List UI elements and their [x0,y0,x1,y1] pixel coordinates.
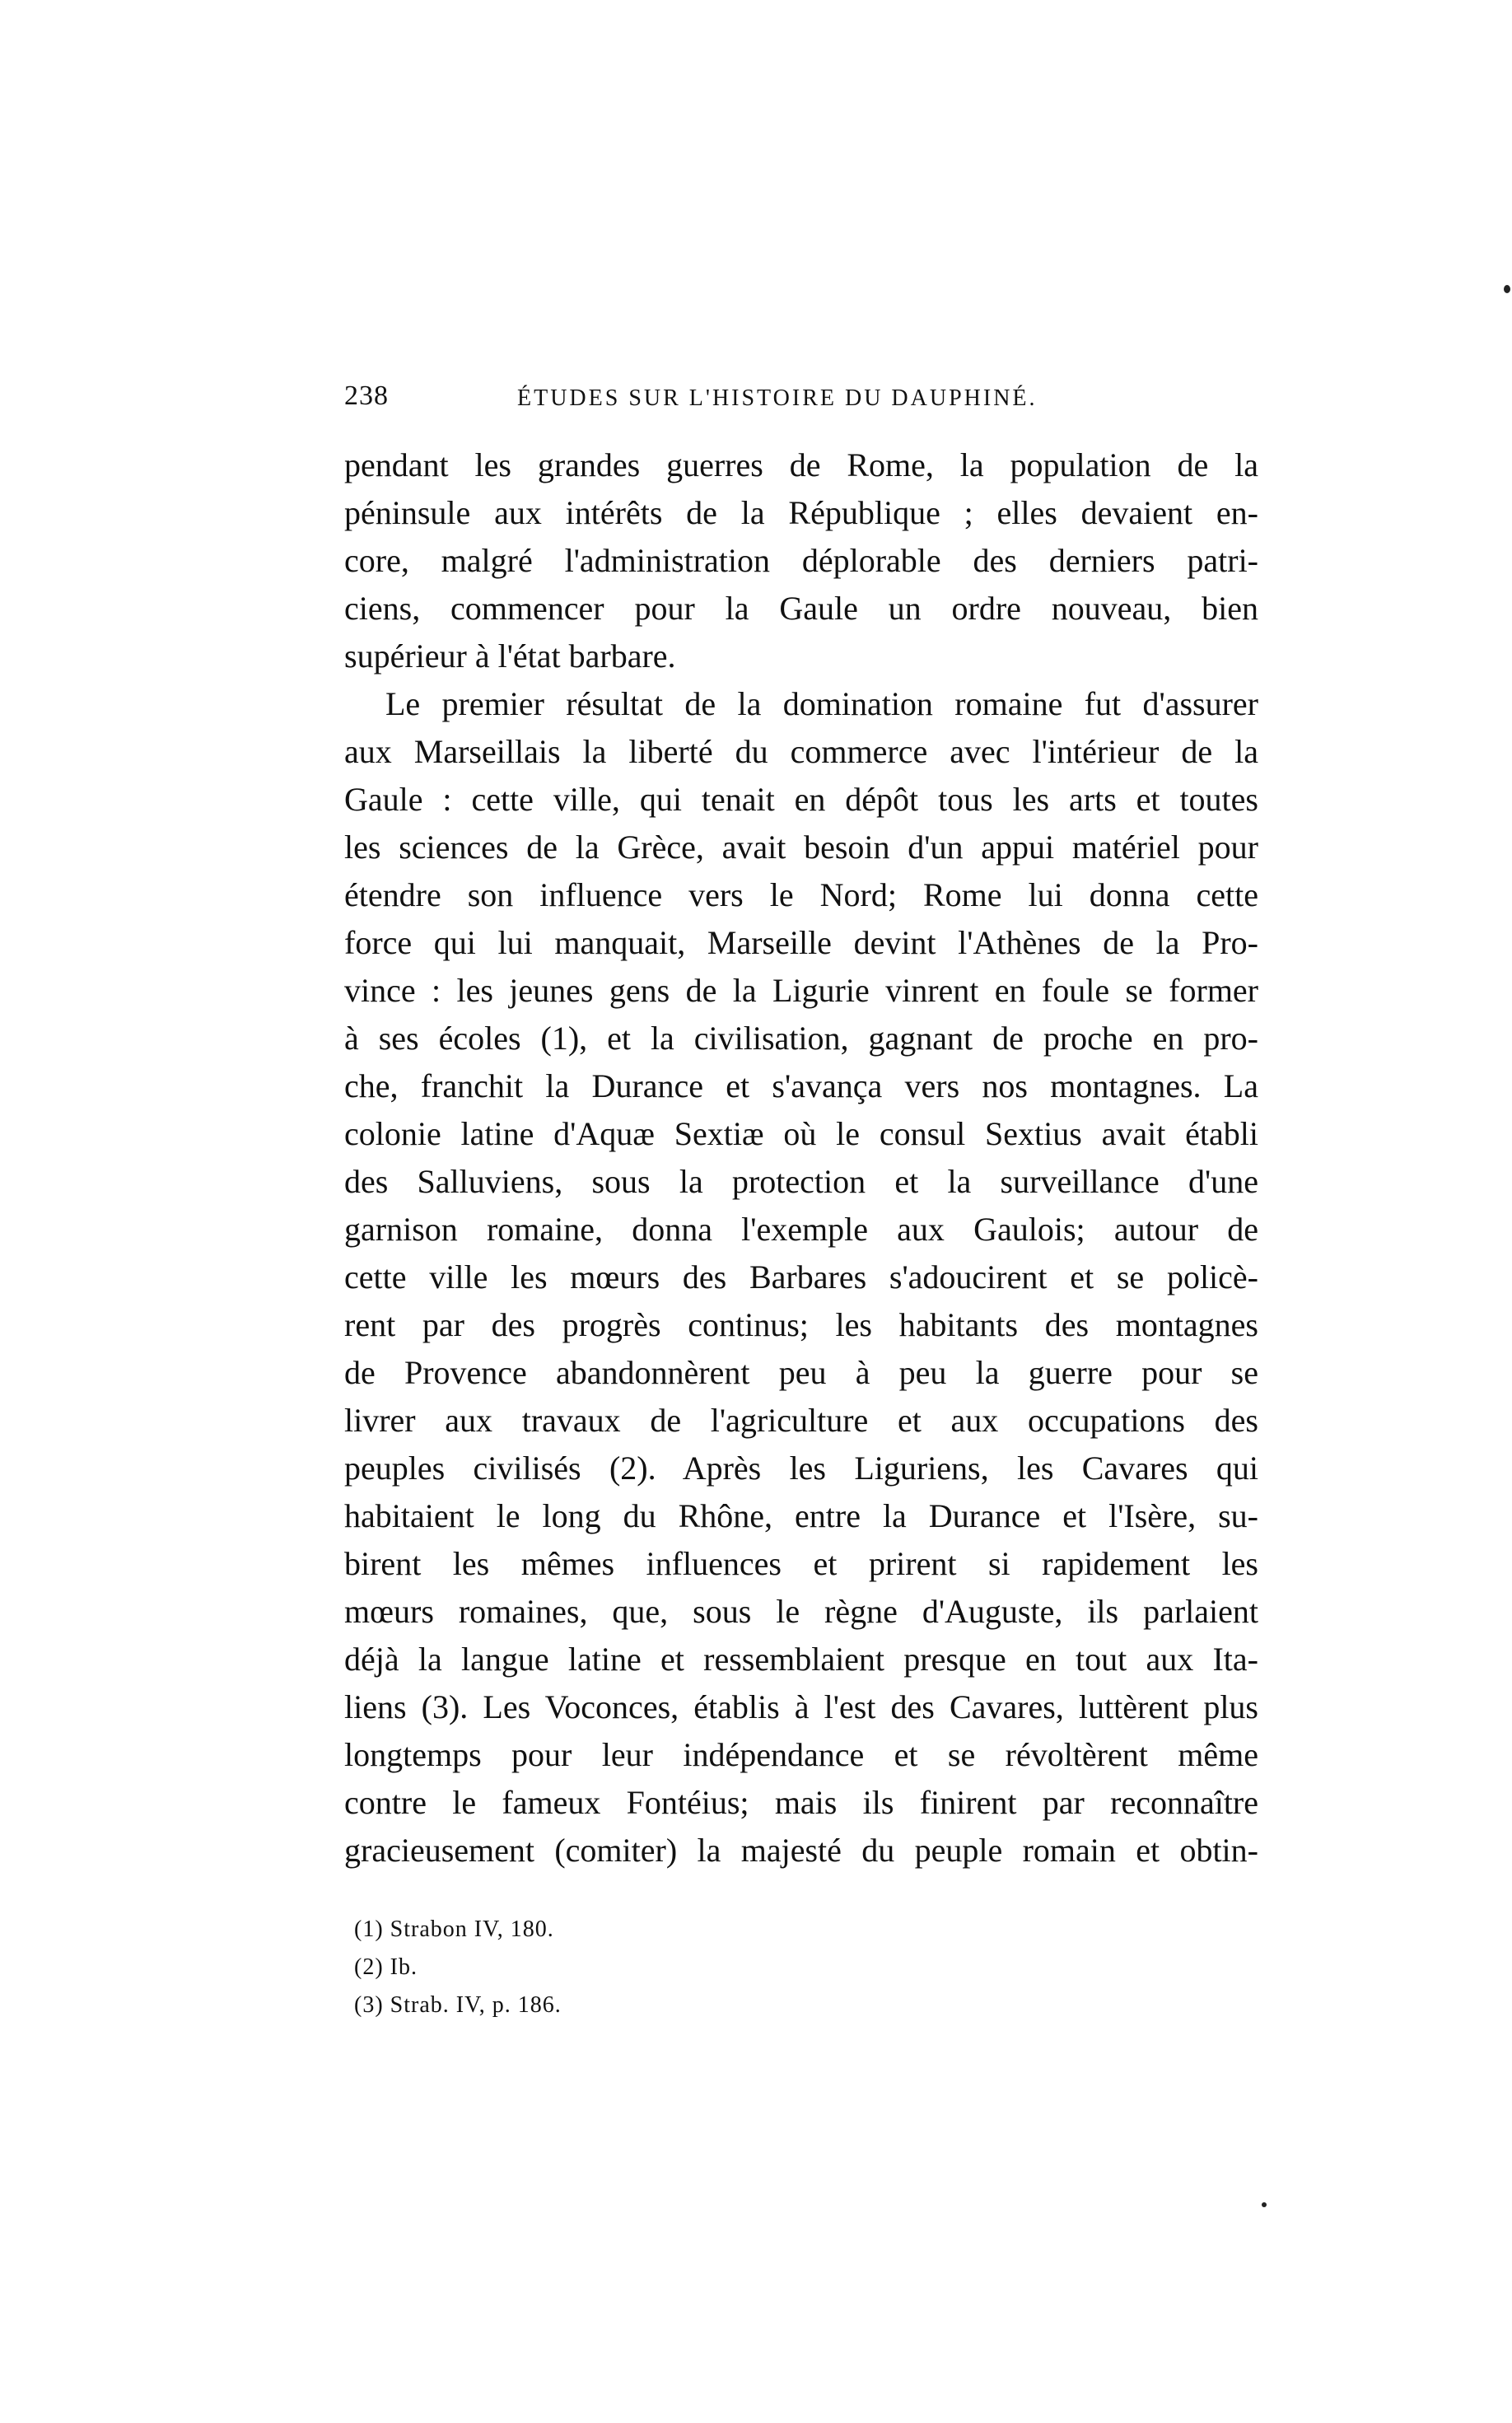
text-line: garnison romaine, donna l'exemple aux Gaulois; autour de [344,1211,1258,1248]
text-line: vince : les jeunes gens de la Ligurie vinrent en foule se former [344,972,1258,1009]
text-line: les sciences de la Grèce, avait besoin d'un appui matériel pour [344,829,1258,866]
text-line: rent par des progrès continus; les habitants des montagnes [344,1306,1258,1343]
text-line: péninsule aux intérêts de la République ; elles devaient en- [344,494,1258,531]
body-text [344,441,1258,1874]
scan-speck [1262,2202,1267,2207]
text-line: à ses écoles (1), et la civilisation, gagnant de proche en pro- [344,1020,1258,1057]
text-line: ciens, commencer pour la Gaule un ordre nouveau, bien [344,590,1258,627]
text-line: déjà la langue latine et ressemblaient presque en tout aux Ita- [344,1641,1258,1678]
text-line: longtemps pour leur indépendance et se révoltèrent même [344,1736,1258,1773]
footnotes [354,1911,1013,2024]
text-line: mœurs romaines, que, sous le règne d'Auguste, ils parlaient [344,1593,1258,1630]
text-line: étendre son influence vers le Nord; Rome lui donna cette [344,876,1258,913]
text-line: peuples civilisés (2). Après les Liguriens, les Cavares qui [344,1450,1258,1487]
scan-speck [1504,285,1510,293]
text-line: gracieusement (comiter) la majesté du peuple romain et obtin- [344,1832,1258,1869]
text-line: supérieur à l'état barbare. [344,637,676,675]
running-title: ÉTUDES SUR L'HISTOIRE DU DAUPHINÉ. [517,385,1038,411]
text-line: core, malgré l'administration déplorable des derniers patri- [344,542,1258,579]
text-line: des Salluviens, sous la protection et la surveillance d'une [344,1163,1258,1200]
text-line: habitaient le long du Rhône, entre la Durance et l'Isère, su- [344,1497,1258,1534]
text-line: pendant les grandes guerres de Rome, la population de la [344,446,1258,483]
text-line: che, franchit la Durance et s'avança vers nos montagnes. La [344,1067,1258,1104]
text-line: contre le fameux Fontéius; mais ils finirent par reconnaître [344,1784,1258,1821]
page-header [344,380,1258,427]
text-line: Gaule : cette ville, qui tenait en dépôt tous les arts et toutes [344,781,1258,818]
text-line: liens (3). Les Voconces, établis à l'est des Cavares, luttèrent plus [344,1688,1258,1725]
page-number: 238 [344,380,389,411]
text-line: Le premier résultat de la domination romaine fut d'assurer [385,685,1258,722]
text-line: livrer aux travaux de l'agriculture et aux occupations des [344,1402,1258,1439]
text-line: aux Marseillais la liberté du commerce avec l'intérieur de la [344,733,1258,770]
text-line: de Provence abandonnèrent peu à peu la guerre pour se [344,1354,1258,1391]
text-line: birent les mêmes influences et prirent si rapidement les [344,1545,1258,1582]
text-line: cette ville les mœurs des Barbares s'adoucirent et se policè- [344,1258,1258,1296]
text-line: force qui lui manquait, Marseille devint l'Athènes de la Pro- [344,924,1258,961]
footnote: (1) Strabon IV, 180. [354,1916,554,1942]
footnote: (2) Ib. [354,1954,418,1980]
footnote: (3) Strab. IV, p. 186. [354,1992,562,2018]
text-line: colonie latine d'Aquæ Sextiæ où le consul Sextius avait établi [344,1115,1258,1152]
